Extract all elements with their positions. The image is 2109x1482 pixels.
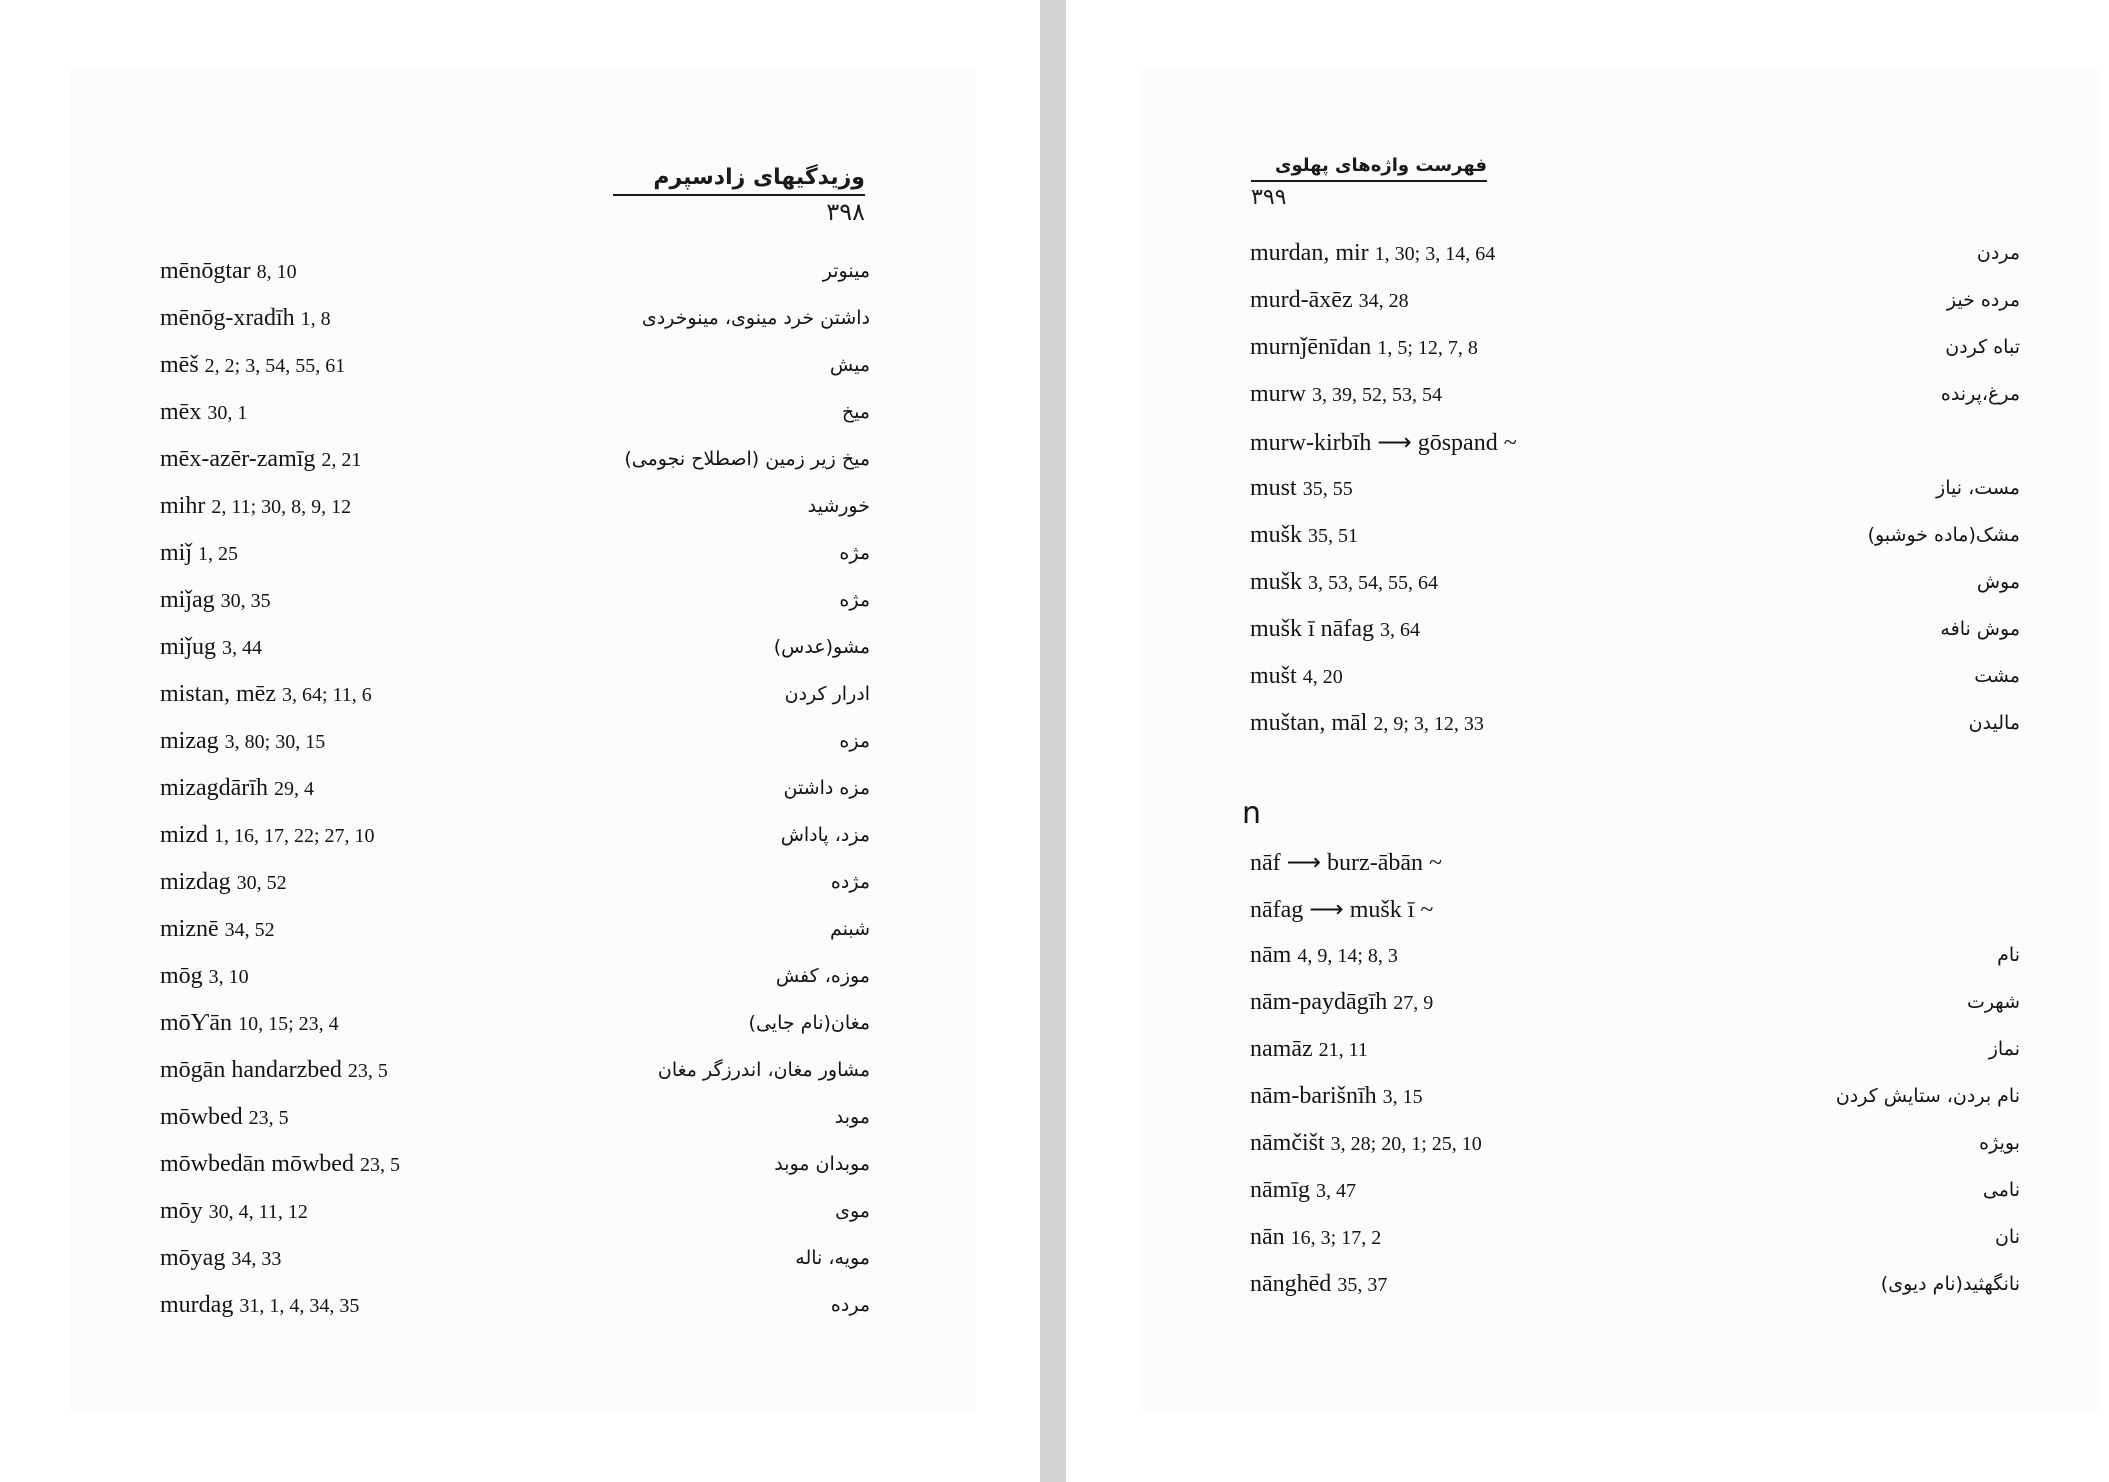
- pahlavi-lemma: [1250, 895, 1433, 924]
- glossary-entry: [160, 540, 870, 576]
- lemma-references: 34, 28: [1358, 290, 1409, 312]
- pahlavi-lemma: [160, 728, 325, 755]
- lemma-word: nāfag ⟶ mušk ī ~: [1250, 897, 1434, 923]
- glossary-entry: [1250, 428, 2020, 464]
- lemma-word: mušk ī nāfag: [1250, 616, 1374, 642]
- lemma-references: 29, 4: [273, 778, 314, 800]
- lemma-word: nānghēd: [1250, 1271, 1332, 1297]
- persian-gloss: مشت: [1974, 665, 2020, 687]
- glossary-entry: [1250, 1177, 2020, 1213]
- pahlavi-lemma: [160, 446, 361, 473]
- persian-gloss: مویه، ناله: [795, 1247, 870, 1269]
- section-letter: n: [1242, 796, 1262, 831]
- pahlavi-lemma: [160, 681, 372, 708]
- glossary-entry: [1250, 287, 2020, 323]
- pahlavi-lemma: [160, 1292, 359, 1319]
- pahlavi-lemma: [160, 305, 331, 332]
- lemma-references: 31, 1, 4, 34, 35: [239, 1295, 360, 1317]
- lemma-references: 3, 53, 54, 55, 64: [1308, 572, 1439, 594]
- lemma-word: nām: [1250, 942, 1292, 968]
- pahlavi-lemma: [1250, 428, 1517, 457]
- lemma-references: 2, 11; 30, 8, 9, 12: [211, 496, 352, 518]
- left-page: [0, 0, 1040, 1482]
- pahlavi-lemma: [160, 1198, 308, 1225]
- persian-gloss: مردن: [1976, 242, 2020, 264]
- lemma-word: mēx-azēr-zamīg: [160, 446, 316, 472]
- persian-gloss: نامی: [1982, 1179, 2020, 1201]
- lemma-word: mēnōg-xradīh: [160, 305, 295, 331]
- persian-gloss: خورشید: [807, 495, 870, 517]
- persian-gloss: مغان(نام جایی): [748, 1012, 870, 1034]
- lemma-references: 1, 25: [198, 543, 239, 565]
- page-gutter: [1040, 0, 1066, 1482]
- glossary-entry: [160, 963, 870, 999]
- glossary-entry: [160, 1292, 870, 1328]
- lemma-word: miǰug: [160, 634, 217, 660]
- lemma-word: mihr: [160, 493, 206, 519]
- persian-gloss: نانگهثید(نام دیوی): [1880, 1273, 2020, 1295]
- lemma-word: mušk: [1250, 569, 1303, 595]
- page-number: ۳۹۸: [826, 198, 865, 226]
- glossary-entry: [160, 1104, 870, 1140]
- glossary-entry: [160, 822, 870, 858]
- pahlavi-lemma: [1250, 1177, 1356, 1204]
- lemma-references: 3, 47: [1316, 1180, 1356, 1202]
- pahlavi-lemma: [1250, 1271, 1387, 1298]
- lemma-word: muštan, māl: [1250, 710, 1368, 736]
- lemma-word: nāf ⟶ burz-ābān ~: [1250, 850, 1442, 876]
- persian-gloss: نام بردن، ستایش کردن: [1835, 1085, 2020, 1107]
- persian-gloss: مشو(عدس): [773, 636, 870, 658]
- glossary-entry: [160, 869, 870, 905]
- glossary-entry: [160, 1198, 870, 1234]
- persian-gloss: میخ: [841, 401, 870, 423]
- pahlavi-lemma: [160, 1057, 388, 1084]
- lemma-references: 34, 52: [224, 919, 275, 941]
- lemma-references: 1, 8: [300, 308, 331, 330]
- lemma-word: miǰag: [160, 587, 215, 613]
- lemma-word: mušt: [1250, 663, 1297, 689]
- glossary-entry: [160, 258, 870, 294]
- lemma-references: 2, 2; 3, 54, 55, 61: [204, 355, 346, 377]
- pahlavi-lemma: [1250, 522, 1358, 549]
- persian-gloss: مژده: [830, 871, 870, 893]
- glossary-entry: [1250, 1083, 2020, 1119]
- lemma-references: 30, 52: [236, 872, 287, 894]
- glossary-entry: [1250, 1036, 2020, 1072]
- lemma-references: 8, 10: [256, 261, 297, 283]
- pahlavi-lemma: [1250, 1083, 1423, 1110]
- lemma-word: mōwbedān mōwbed: [160, 1151, 354, 1177]
- glossary-entry: [1250, 848, 2020, 884]
- lemma-references: 30, 4, 11, 12: [208, 1201, 308, 1223]
- glossary-entry: [160, 1010, 870, 1046]
- right-page: [1066, 0, 2109, 1482]
- pahlavi-lemma: [160, 540, 238, 567]
- glossary-entry: [160, 1151, 870, 1187]
- glossary-entry: [1250, 616, 2020, 652]
- glossary-entry: [1250, 1130, 2020, 1166]
- lemma-references: 2, 21: [321, 449, 362, 471]
- lemma-word: murdan, mir: [1250, 240, 1369, 266]
- persian-gloss: میخ زیر زمین (اصطلاح نجومی): [624, 448, 870, 470]
- lemma-word: mušk: [1250, 522, 1303, 548]
- glossary-entry: [1250, 475, 2020, 511]
- lemma-word: nāmīg: [1250, 1177, 1310, 1203]
- lemma-word: murd-āxēz: [1250, 287, 1353, 313]
- lemma-word: mēnōgtar: [160, 258, 251, 284]
- persian-gloss: موش نافه: [1940, 618, 2020, 640]
- persian-gloss: بویژه: [1979, 1132, 2020, 1154]
- persian-gloss: میش: [829, 354, 870, 376]
- lemma-references: 3, 64; 11, 6: [281, 684, 372, 706]
- glossary-entry: [160, 728, 870, 764]
- lemma-references: 4, 20: [1302, 666, 1343, 688]
- lemma-references: 3, 15: [1382, 1086, 1423, 1108]
- lemma-word: mōy: [160, 1198, 203, 1224]
- glossary-entry: [160, 352, 870, 388]
- pahlavi-lemma: [160, 1151, 400, 1178]
- glossary-entry: [1250, 942, 2020, 978]
- persian-gloss: داشتن خرد مینوی، مینوخردی: [641, 307, 870, 329]
- lemma-word: mizdag: [160, 869, 231, 895]
- lemma-references: 35, 37: [1337, 1274, 1388, 1296]
- pahlavi-lemma: [160, 1104, 289, 1131]
- glossary-entry: [160, 634, 870, 670]
- glossary-entry: [1250, 895, 2020, 931]
- pahlavi-lemma: [1250, 989, 1433, 1016]
- glossary-entry: [1250, 1224, 2020, 1260]
- persian-gloss: مزه داشتن: [783, 777, 870, 799]
- glossary-entry: [1250, 1271, 2020, 1307]
- pahlavi-lemma: [1250, 663, 1343, 690]
- lemma-word: mōgān handarzbed: [160, 1057, 342, 1083]
- pahlavi-lemma: [160, 1010, 339, 1037]
- lemma-references: 10, 15; 23, 4: [238, 1013, 339, 1035]
- lemma-references: 35, 51: [1308, 525, 1359, 547]
- lemma-references: 1, 5; 12, 7, 8: [1377, 337, 1478, 359]
- lemma-references: 16, 3; 17, 2: [1290, 1227, 1382, 1249]
- glossary-entry: [160, 775, 870, 811]
- lemma-references: 34, 33: [231, 1248, 282, 1270]
- glossary-entry: [1250, 522, 2020, 558]
- lemma-references: 1, 16, 17, 22; 27, 10: [214, 825, 375, 847]
- glossary-entry: [160, 587, 870, 623]
- pahlavi-lemma: [1250, 475, 1353, 502]
- glossary-entry: [1250, 334, 2020, 370]
- lemma-word: nāmčišt: [1250, 1130, 1325, 1156]
- pahlavi-lemma: [160, 493, 351, 520]
- lemma-references: 3, 80; 30, 15: [224, 731, 326, 753]
- lemma-references: 30, 35: [220, 590, 271, 612]
- pahlavi-lemma: [1250, 569, 1438, 596]
- lemma-word: murnǰēnīdan: [1250, 334, 1372, 360]
- persian-gloss: ادرار کردن: [784, 683, 870, 705]
- pahlavi-lemma: [1250, 287, 1409, 314]
- glossary-entry: [160, 399, 870, 435]
- glossary-entry: [160, 446, 870, 482]
- lemma-references: 30, 1: [207, 402, 248, 424]
- glossary-entry: [160, 681, 870, 717]
- lemma-word: miǰ: [160, 540, 193, 566]
- lemma-word: mōwbed: [160, 1104, 243, 1130]
- persian-gloss: موبدان موبد: [774, 1153, 870, 1175]
- lemma-word: murw-kirbīh ⟶ gōspand ~: [1250, 430, 1517, 456]
- persian-gloss: مرده: [830, 1294, 870, 1316]
- pahlavi-lemma: [1250, 710, 1484, 737]
- glossary-entry: [1250, 569, 2020, 605]
- lemma-word: murdag: [160, 1292, 234, 1318]
- lemma-word: mēš: [160, 352, 199, 378]
- glossary-entry: [1250, 710, 2020, 746]
- lemma-word: namāz: [1250, 1036, 1313, 1062]
- persian-gloss: مزد، پاداش: [780, 824, 870, 846]
- pahlavi-lemma: [1250, 334, 1478, 361]
- pahlavi-lemma: [160, 399, 247, 426]
- lemma-references: 3, 39, 52, 53, 54: [1312, 384, 1442, 406]
- persian-gloss: موش: [1976, 571, 2020, 593]
- pahlavi-lemma: [160, 1245, 281, 1272]
- persian-gloss: شبنم: [829, 918, 870, 940]
- running-head: فهرست واژه‌های پهلوی: [1251, 155, 1487, 182]
- glossary-entry: [160, 493, 870, 529]
- glossary-entry: [160, 1057, 870, 1093]
- persian-gloss: مشک(ماده خوشبو): [1867, 524, 2020, 546]
- pahlavi-lemma: [160, 869, 287, 896]
- persian-gloss: نام: [1997, 944, 2020, 966]
- persian-gloss: مالیدن: [1968, 712, 2020, 734]
- persian-gloss: تباه کردن: [1945, 336, 2020, 358]
- lemma-references: 23, 5: [359, 1154, 400, 1176]
- pahlavi-lemma: [1250, 381, 1442, 408]
- lemma-word: nām-paydāgīh: [1250, 989, 1388, 1015]
- pahlavi-lemma: [1250, 240, 1495, 267]
- lemma-word: miznē: [160, 916, 219, 942]
- lemma-word: mōƳān: [160, 1010, 233, 1036]
- lemma-word: nān: [1250, 1224, 1285, 1250]
- pahlavi-lemma: [1250, 1036, 1368, 1063]
- pahlavi-lemma: [160, 963, 249, 990]
- persian-gloss: مرده خیز: [1946, 289, 2020, 311]
- lemma-word: must: [1250, 475, 1297, 501]
- persian-gloss: مشاور مغان، اندرزگر مغان: [657, 1059, 870, 1081]
- persian-gloss: مژه: [839, 589, 870, 611]
- lemma-word: mizag: [160, 728, 219, 754]
- lemma-word: murw: [1250, 381, 1306, 407]
- pahlavi-lemma: [1250, 1224, 1381, 1251]
- glossary-entry: [1250, 663, 2020, 699]
- persian-gloss: شهرت: [1966, 991, 2020, 1013]
- lemma-word: mōg: [160, 963, 203, 989]
- lemma-references: 23, 5: [347, 1060, 388, 1082]
- glossary-entry: [1250, 989, 2020, 1025]
- pahlavi-lemma: [160, 634, 262, 661]
- persian-gloss: مرغ،پرنده: [1940, 383, 2020, 405]
- glossary-entry: [1250, 381, 2020, 417]
- lemma-references: 23, 5: [248, 1107, 289, 1129]
- lemma-references: 3, 28; 20, 1; 25, 10: [1330, 1133, 1482, 1155]
- pahlavi-lemma: [1250, 1130, 1482, 1157]
- lemma-references: 1, 30; 3, 14, 64: [1374, 243, 1496, 265]
- persian-gloss: موی: [835, 1200, 870, 1222]
- lemma-references: 4, 9, 14; 8, 3: [1297, 945, 1398, 967]
- persian-gloss: نان: [1994, 1226, 2020, 1248]
- persian-gloss: مژه: [839, 542, 870, 564]
- pahlavi-lemma: [1250, 942, 1398, 969]
- lemma-word: nām-barišnīh: [1250, 1083, 1377, 1109]
- persian-gloss: موزه، کفش: [775, 965, 870, 987]
- glossary-entry: [1250, 240, 2020, 276]
- glossary-entry: [160, 1245, 870, 1281]
- pahlavi-lemma: [160, 352, 345, 379]
- lemma-references: 2, 9; 3, 12, 33: [1373, 713, 1484, 735]
- persian-gloss: مست، نیاز: [1936, 477, 2020, 499]
- pahlavi-lemma: [160, 587, 271, 614]
- lemma-word: mistan, mēz: [160, 681, 276, 707]
- page-number: ۳۹۹: [1251, 185, 1287, 210]
- lemma-word: mizagdārīh: [160, 775, 268, 801]
- lemma-word: mōyag: [160, 1245, 226, 1271]
- pahlavi-lemma: [160, 916, 275, 943]
- lemma-references: 21, 11: [1318, 1039, 1368, 1061]
- pahlavi-lemma: [160, 775, 314, 802]
- lemma-word: mizd: [160, 822, 208, 848]
- persian-gloss: نماز: [1988, 1038, 2020, 1060]
- glossary-entry: [160, 305, 870, 341]
- persian-gloss: موبد: [834, 1106, 870, 1128]
- pahlavi-lemma: [1250, 616, 1420, 643]
- running-head: وزیدگیهای زادسپرم: [613, 165, 865, 196]
- lemma-word: mēx: [160, 399, 202, 425]
- persian-gloss: مینوتر: [822, 260, 870, 282]
- lemma-references: 27, 9: [1393, 992, 1434, 1014]
- pahlavi-lemma: [160, 822, 375, 849]
- persian-gloss: مزه: [839, 730, 870, 752]
- pahlavi-lemma: [1250, 848, 1442, 877]
- lemma-references: 3, 44: [222, 637, 263, 659]
- pahlavi-lemma: [160, 258, 297, 285]
- lemma-references: 3, 64: [1379, 619, 1420, 641]
- lemma-references: 35, 55: [1302, 478, 1353, 500]
- glossary-entry: [160, 916, 870, 952]
- lemma-references: 3, 10: [208, 966, 249, 988]
